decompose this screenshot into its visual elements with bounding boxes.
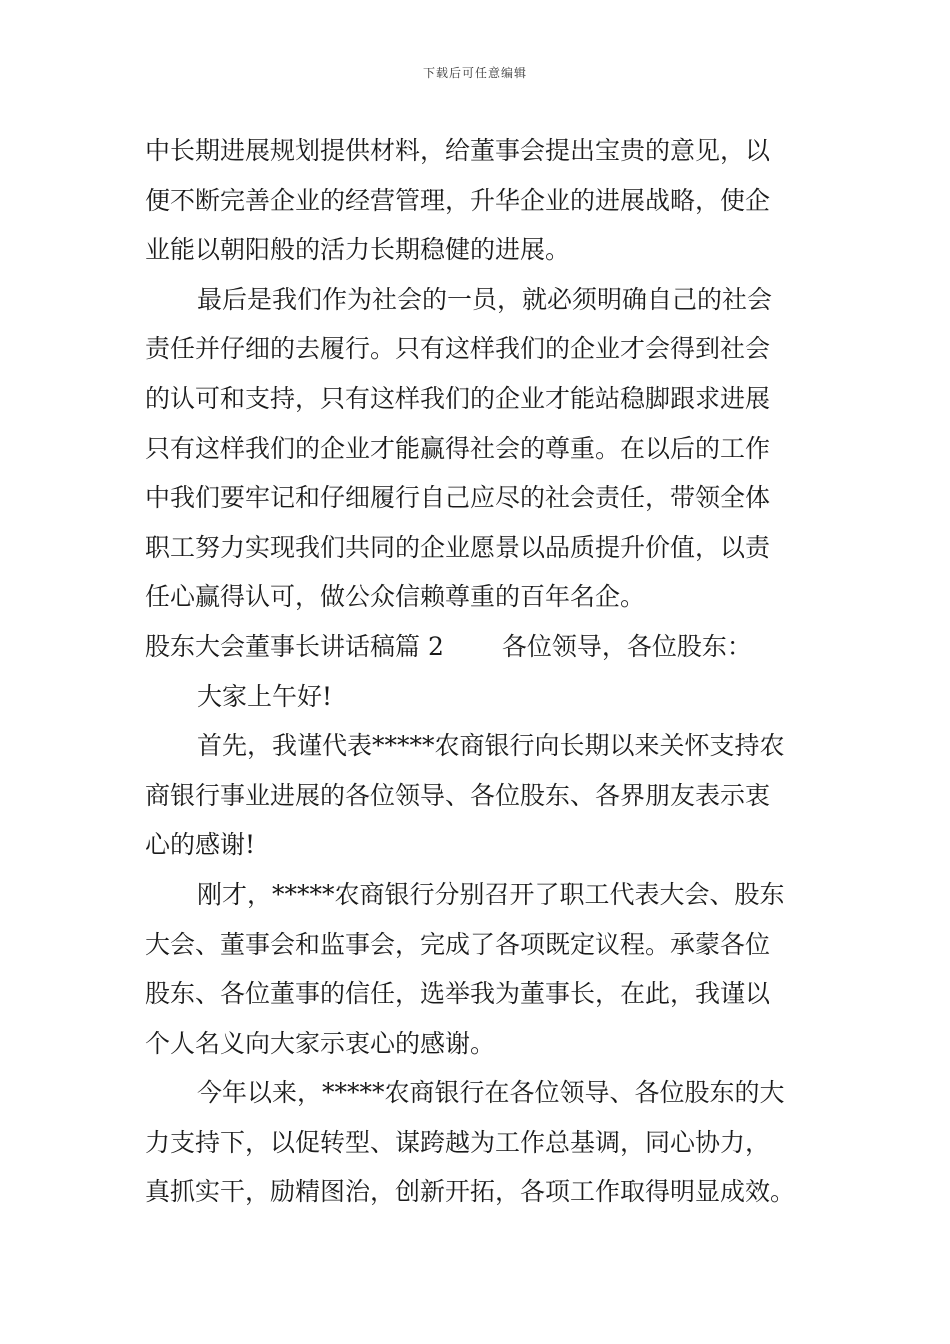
text-line: 责任并仔细的去履行。只有这样我们的企业才会得到社会 — [145, 334, 771, 364]
text-line: 心的感谢! — [145, 830, 256, 860]
text-line: 大会、董事会和监事会，完成了各项既定议程。承蒙各位 — [145, 929, 771, 959]
text-line: 业能以朝阳般的活力长期稳健的进展。 — [145, 235, 571, 265]
text-line: 职工努力实现我们共同的企业愿景以品质提升价值，以责 — [145, 532, 771, 562]
document-body — [145, 126, 807, 1217]
text-line: 的认可和支持，只有这样我们的企业才能站稳脚跟求进展 — [145, 383, 771, 413]
text-line: 个人名义向大家示衷心的感谢。 — [145, 1028, 496, 1058]
text-line: 真抓实干，励精图治，创新开拓，各项工作取得明显成效。 — [145, 1177, 796, 1207]
text-line: 便不断完善企业的经营管理，升华企业的进展战略，使企 — [145, 185, 771, 215]
greeting-line: 大家上午好! — [197, 681, 333, 711]
paragraph-start-line: 首先，我谨代表*****农商银行向长期以来关怀支持农 — [197, 731, 785, 761]
section-title-line — [145, 622, 807, 672]
text-line: 只有这样我们的企业才能赢得社会的尊重。在以后的工作 — [145, 433, 771, 463]
text-line: 股东、各位董事的信任，选举我为董事长，在此，我谨以 — [145, 979, 771, 1009]
page-header-note: 下载后可任意编辑 — [422, 66, 527, 80]
section-title: 股东大会董事长讲话稿篇 2 — [145, 631, 444, 661]
text-line: 力支持下，以促转型、谋跨越为工作总基调，同心协力， — [145, 1127, 771, 1157]
text-line: 任心赢得认可，做公众信赖尊重的百年名企。 — [145, 582, 646, 612]
paragraph-start-line: 刚才，*****农商银行分别召开了职工代表大会、股东 — [197, 879, 785, 909]
paragraph-start-line: 最后是我们作为社会的一员，就必须明确自己的社会 — [197, 284, 773, 314]
text-line: 中我们要牢记和仔细履行自己应尽的社会责任，带领全体 — [145, 483, 771, 513]
text-line: 中长期进展规划提供材料，给董事会提出宝贵的意见，以 — [145, 136, 771, 165]
salutation: 各位领导，各位股东： — [501, 631, 752, 661]
text-line: 商银行事业进展的各位领导、各位股东、各界朋友表示衷 — [145, 780, 771, 810]
paragraph-start-line: 今年以来，*****农商银行在各位领导、各位股东的大 — [197, 1078, 785, 1108]
